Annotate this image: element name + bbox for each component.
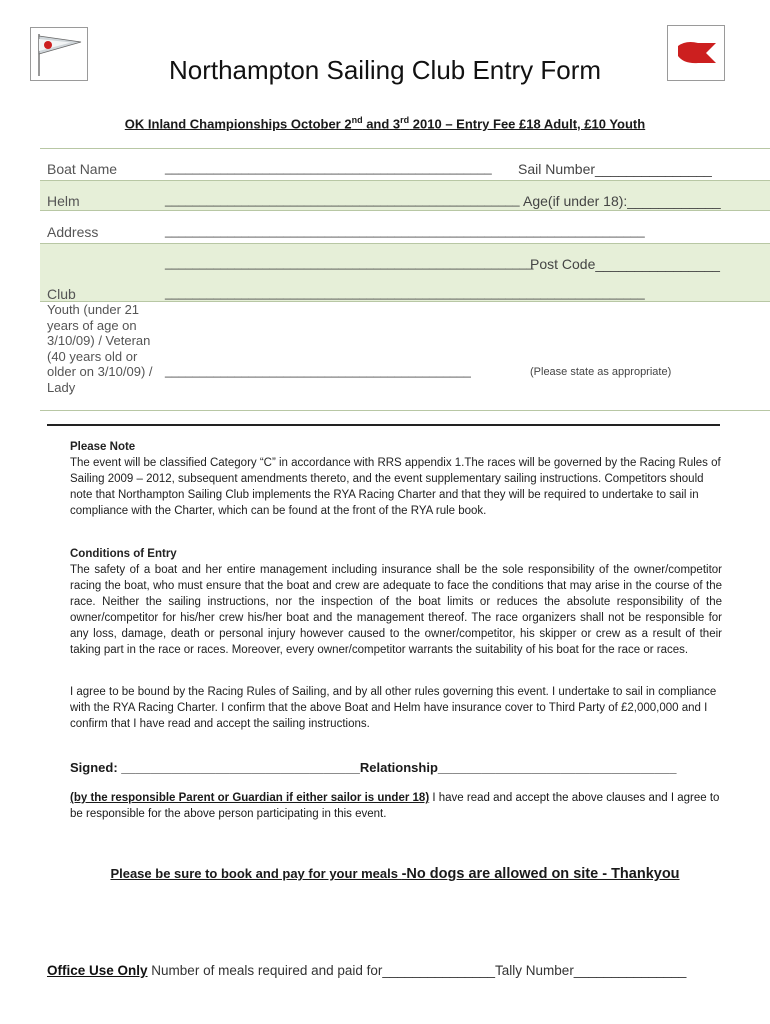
category-note: (Please state as appropriate) — [530, 366, 672, 378]
age-field[interactable]: Age(if under 18):____________ — [523, 193, 721, 209]
form-divider — [40, 180, 770, 181]
form-divider — [40, 210, 770, 211]
office-use-heading: Office Use Only — [47, 963, 148, 978]
page-title: Northampton Sailing Club Entry Form — [168, 55, 602, 85]
subtitle-part: and 3 — [362, 116, 401, 132]
conditions-text: The safety of a boat and her entire management including insurance shall be the sole responsibility of the owner/competitor racing the boat, who must ensure that the boat and crew are adequate to face the conditions that may arise in the course of the race. Neither the sailing instructions, nor the inspection of the boat limits or reduces the absolute responsibility of the owner/competitor for his/her crew his/her boat and the management thereof. The race organizers shall not be responsible for any loss, damage, death or personal injury however caused to the owner/competitor, his skipper or crew as a result of their taking part in the race or races. Moreover, every owner/competitor warrants the suitability of his boat for the race or races. — [70, 564, 722, 656]
guardian-statement — [70, 790, 730, 822]
office-use-line — [47, 963, 686, 978]
form-divider — [40, 148, 770, 149]
no-dogs-text: -No dogs are allowed on site - Thankyou — [401, 866, 680, 882]
subtitle-part: OK Inland Championships October 2 — [124, 116, 352, 132]
helm-label: Helm — [47, 193, 80, 209]
office-use-fields[interactable]: Number of meals required and paid for_______________Tally Number_______________ — [147, 963, 687, 978]
please-note-text: The event will be classified Category “C” in accordance with RRS appendix 1.The races will be governed by the Racing Rules of Sailing 2009 – 2012, subsequent amendments thereto, and the event supplementary sailing instructions. Competitors should note that Northampton Sailing Club implements the RYA Racing Charter and that they will be required to undertake to sail in compliance with the Charter, which can be found at the front of the RYA rule book. — [70, 457, 721, 517]
address-field-line-1[interactable]: _____________________________________________________________________ — [165, 224, 645, 238]
guardian-statement-bold: (by the responsible Parent or Guardian if either sailor is under 18) — [70, 792, 430, 804]
meals-notice — [0, 866, 770, 882]
category-field[interactable]: ____________________________________________ — [165, 364, 471, 378]
address-label: Address — [47, 224, 99, 240]
event-subtitle — [0, 115, 770, 131]
form-divider — [40, 243, 770, 244]
club-field[interactable]: _____________________________________________________________________ — [165, 286, 645, 300]
agreement-text: I agree to be bound by the Racing Rules of Sailing, and by all other rules governing this event. I undertake to sail in compliance with the RYA Racing Charter. I confirm that the above Boat and Helm have insurance cover to Third Party of £2,000,000 and I confirm that I have read and accept the sailing instructions. — [70, 686, 717, 730]
please-note-heading: Please Note — [70, 441, 136, 453]
club-label: Club — [47, 286, 76, 302]
boat-name-field[interactable]: _______________________________________________ — [165, 161, 492, 175]
post-code-field[interactable]: Post Code________________ — [530, 256, 720, 272]
conditions-section — [70, 546, 722, 658]
address-field-line-2[interactable]: _____________________________________________________ — [165, 256, 534, 270]
please-note-section — [70, 439, 722, 519]
guardian-statement-text: I have read and accept the above clauses and I agree to be responsible for the above person participating in this event. — [70, 792, 720, 820]
signature-line — [70, 760, 676, 775]
subtitle-part: 2010 – Entry Fee £18 Adult, £10 Youth — [409, 116, 646, 132]
sail-number-field[interactable]: Sail Number_______________ — [518, 161, 712, 177]
signed-field[interactable]: Signed: _________________________________ — [70, 760, 360, 775]
relationship-field[interactable]: Relationship_________________________________ — [359, 760, 677, 775]
meals-text: Please be sure to book and pay for your meals — [110, 866, 402, 881]
category-label: Youth (under 21 years of age on 3/10/09) / Veteran (40 years old or older on 3/10/09) / Lady — [47, 302, 153, 395]
section-divider — [47, 424, 720, 426]
boat-name-label: Boat Name — [47, 161, 118, 177]
helm-field[interactable]: ___________________________________________________ — [165, 193, 520, 207]
subtitle-sup: rd — [400, 115, 410, 125]
conditions-heading: Conditions of Entry — [70, 548, 177, 560]
form-divider — [40, 410, 770, 411]
subtitle-sup: nd — [351, 115, 363, 125]
